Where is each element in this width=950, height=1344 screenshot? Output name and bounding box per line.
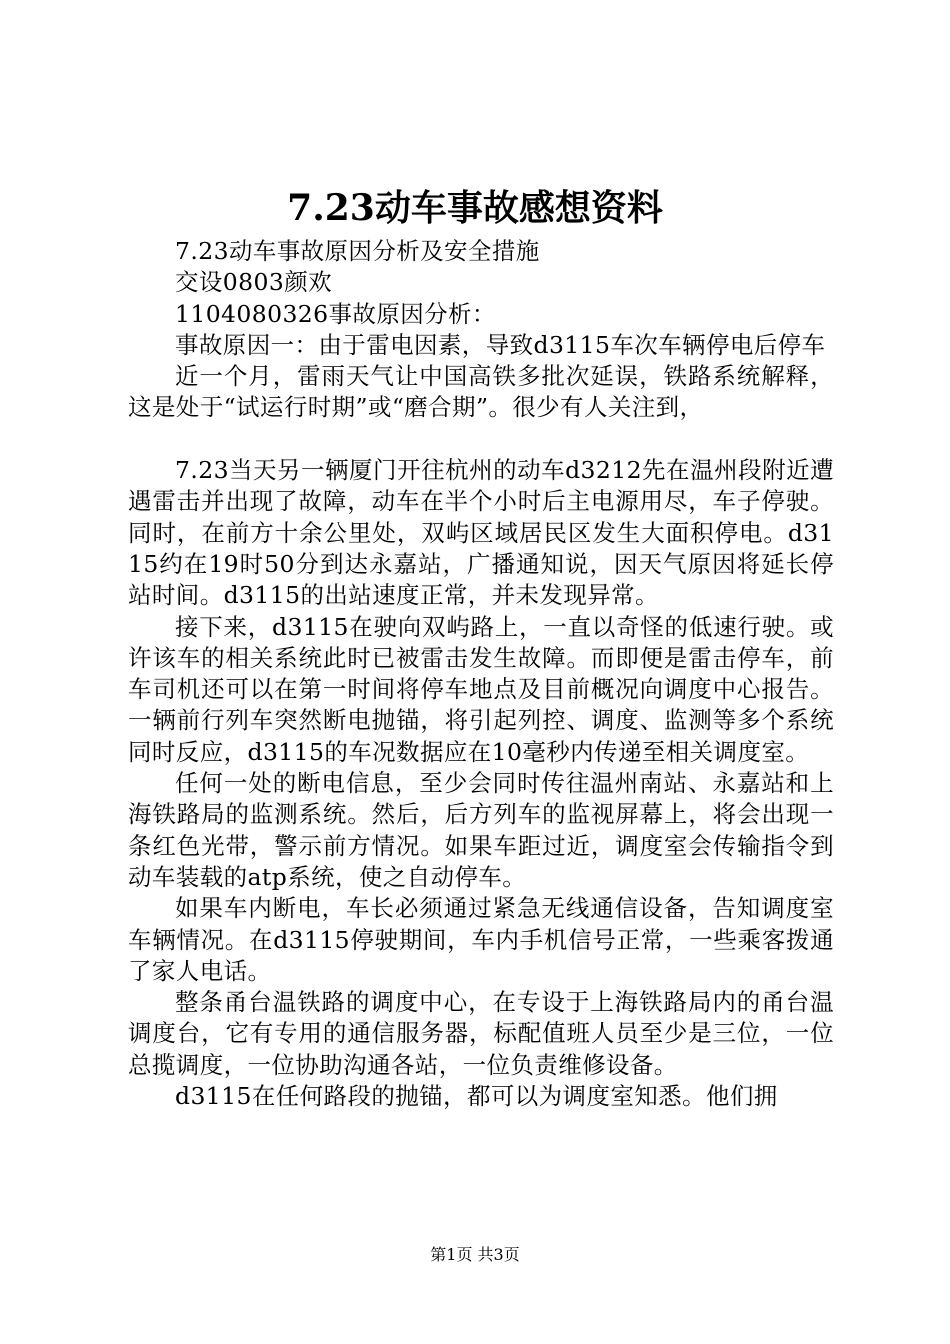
paragraph: 如果车内断电，车长必须通过紧急无线通信设备，告知调度室车辆情况。在d3115停驶期间，车内手机信号正常，一些乘客拨通了家人电话。 xyxy=(128,894,834,985)
document-body xyxy=(128,236,834,1112)
page-number: 第1页 共3页 xyxy=(430,1245,520,1264)
paragraph: 整条甬台温铁路的调度中心，在专设于上海铁路局内的甬台温调度台，它有专用的通信服务器，标配值班人员至少是三位，一位总揽调度，一位协助沟通各站，一位负责维修设备。 xyxy=(128,988,834,1079)
paragraph-author: 交设0803颜欢 xyxy=(175,268,333,297)
paragraph-heading: 7.23动车事故原因分析及安全措施 xyxy=(175,237,540,265)
paragraph: 任何一处的断电信息，至少会同时传往温州南站、永嘉站和上海铁路局的监测系统。然后，后方列车的监视屏幕上，将会出现一条红色光带，警示前方情况。如果车距过近，调度室会传输指令到动车装载的atp系统，使之自动停车。 xyxy=(128,769,834,891)
paragraph: 7.23当天另一辆厦门开往杭州的动车d3212先在温州段附近遭遇雷击并出现了故障，动车在半个小时后主电源用尽，车子停驶。同时，在前方十余公里处，双屿区域居民区发生大面积停电。d3115约在19时50分到达永嘉站，广播通知说，因天气原因将延长停站时间。d3115的出站速度正常，并未发现异常。 xyxy=(128,456,834,610)
paragraph: 接下来，d3115在驶向双屿路上，一直以奇怪的低速行驶。或许该车的相关系统此时已被雷击发生故障。而即便是雷击停车，前车司机还可以在第一时间将停车地点及目前概况向调度中心报告。一辆前行列车突然断电抛锚，将引起列控、调度、监测等多个系统同时反应，d3115的车况数据应在10毫秒内传递至相关调度室。 xyxy=(128,612,834,766)
paragraph: d3115在任何路段的抛锚，都可以为调度室知悉。他们拥 xyxy=(175,1082,778,1111)
document-title: 7.23动车事故感想资料 xyxy=(287,187,663,229)
paragraph-id-line: 1104080326事故原因分析： xyxy=(175,299,496,328)
paragraph: 近一个月，雷雨天气让中国高铁多批次延误，铁路系统解释，这是处于“试运行时期”或“磨合期”。很少有人关注到， xyxy=(128,362,834,422)
paragraph-cause-one: 事故原因一：由于雷电因素，导致d3115车次车辆停电后停车 xyxy=(175,330,826,359)
